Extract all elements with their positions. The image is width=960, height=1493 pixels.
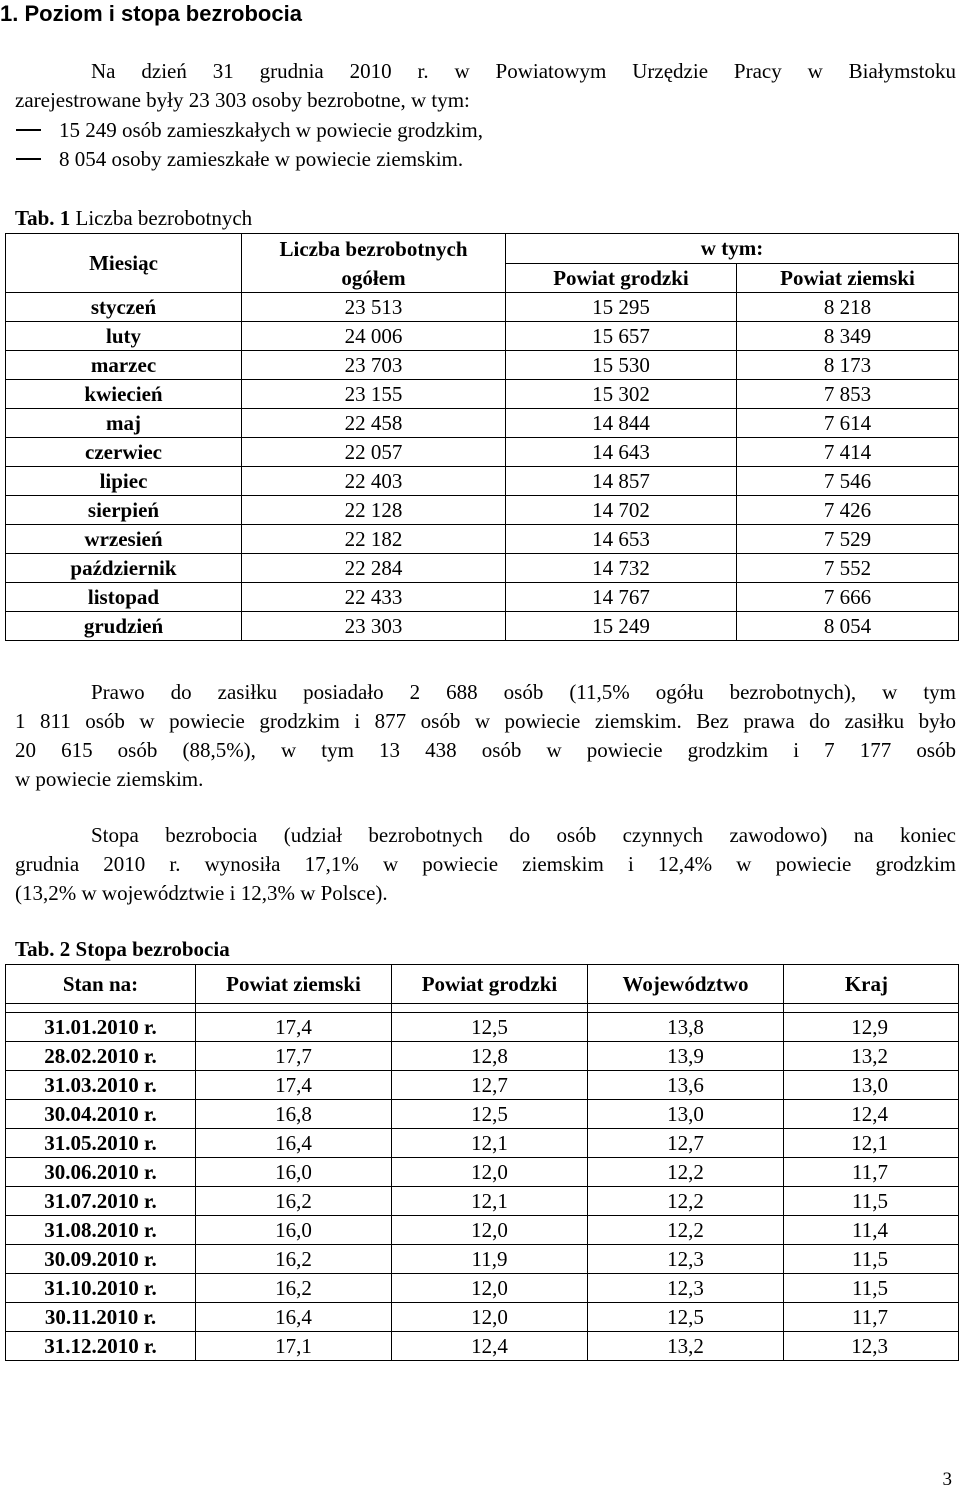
table-row	[6, 1245, 959, 1274]
rate-cell: 13,2	[784, 1042, 959, 1071]
rate-cell: 13,2	[588, 1332, 784, 1361]
table1-caption-title: Liczba bezrobotnych	[75, 206, 253, 230]
table-row	[6, 1071, 959, 1100]
table-row	[6, 583, 959, 612]
list-item-text: 8 054 osoby zamieszkałe w powiecie ziemskim.	[59, 147, 464, 171]
rate-cell: 13,8	[588, 1013, 784, 1042]
rate-cell: 12,0	[392, 1274, 588, 1303]
date-cell: 31.07.2010 r.	[6, 1187, 196, 1216]
rate-cell: 12,9	[784, 1013, 959, 1042]
rate-cell: 16,2	[196, 1274, 392, 1303]
date-cell: 30.11.2010 r.	[6, 1303, 196, 1332]
paragraph-line: w powiecie ziemskim.	[15, 767, 204, 791]
rate-cell: 16,4	[196, 1303, 392, 1332]
date-cell: 30.04.2010 r.	[6, 1100, 196, 1129]
date-cell: 31.10.2010 r.	[6, 1274, 196, 1303]
page-number: 3	[942, 1469, 952, 1490]
table-row	[6, 1158, 959, 1187]
month-cell: wrzesień	[6, 525, 242, 554]
value-cell: 15 530	[506, 351, 737, 380]
table-row	[6, 1187, 959, 1216]
value-cell: 23 513	[242, 293, 506, 322]
header-voivodeship: Województwo	[588, 965, 784, 1004]
rate-cell: 13,0	[588, 1100, 784, 1129]
header-total-line1: Liczba bezrobotnych	[242, 234, 506, 264]
month-cell: marzec	[6, 351, 242, 380]
table-row	[6, 409, 959, 438]
rate-cell: 12,2	[588, 1158, 784, 1187]
header-country: Kraj	[784, 965, 959, 1004]
value-cell: 7 546	[737, 467, 959, 496]
date-cell: 31.03.2010 r.	[6, 1071, 196, 1100]
header-city-county: Powiat grodzki	[506, 263, 737, 293]
value-cell: 7 614	[737, 409, 959, 438]
table-row	[6, 380, 959, 409]
dash-bullet-icon	[16, 129, 41, 131]
rate-cell: 13,0	[784, 1071, 959, 1100]
rate-cell: 11,7	[784, 1158, 959, 1187]
month-cell: listopad	[6, 583, 242, 612]
month-cell: czerwiec	[6, 438, 242, 467]
header-rural-county: Powiat ziemski	[196, 965, 392, 1004]
table-row	[6, 554, 959, 583]
date-cell: 30.06.2010 r.	[6, 1158, 196, 1187]
value-cell: 22 057	[242, 438, 506, 467]
table-row	[6, 351, 959, 380]
value-cell: 8 349	[737, 322, 959, 351]
section-heading: 1. Poziom i stopa bezrobocia	[0, 1, 302, 26]
table-row	[6, 1129, 959, 1158]
paragraph-line: Prawo do zasiłku posiadało 2 688 osób (11,5% ogółu bezrobotnych), w tym	[91, 680, 956, 704]
paragraph-line: grudnia 2010 r. wynosiła 17,1% w powiecie ziemskim i 12,4% w powiecie grodzkim	[15, 852, 956, 876]
month-cell: lipiec	[6, 467, 242, 496]
month-cell: luty	[6, 322, 242, 351]
value-cell: 22 284	[242, 554, 506, 583]
table-row	[6, 1013, 959, 1042]
header-date: Stan na:	[6, 965, 196, 1004]
value-cell: 7 552	[737, 554, 959, 583]
value-cell: 22 182	[242, 525, 506, 554]
value-cell: 14 643	[506, 438, 737, 467]
list-item	[15, 145, 956, 174]
paragraph-line: 20 615 osób (88,5%), w tym 13 438 osób w powiecie grodzkim i 7 177 osób	[15, 738, 956, 762]
value-cell: 23 155	[242, 380, 506, 409]
rate-cell: 12,5	[392, 1013, 588, 1042]
table-row	[6, 1100, 959, 1129]
rate-paragraph	[15, 821, 956, 908]
rate-cell: 11,9	[392, 1245, 588, 1274]
rate-cell: 11,5	[784, 1274, 959, 1303]
table2-caption	[15, 935, 230, 964]
value-cell: 22 128	[242, 496, 506, 525]
rate-cell: 11,7	[784, 1303, 959, 1332]
list-item	[15, 116, 956, 145]
table2-caption-label: Tab. 2	[15, 937, 71, 961]
table-row	[6, 1042, 959, 1071]
unemployed-count-table	[5, 233, 959, 641]
table2-caption-title: Stopa bezrobocia	[75, 937, 230, 961]
table-row	[6, 1303, 959, 1332]
date-cell: 31.01.2010 r.	[6, 1013, 196, 1042]
rate-cell: 12,0	[392, 1303, 588, 1332]
value-cell: 8 218	[737, 293, 959, 322]
value-cell: 22 433	[242, 583, 506, 612]
table-row	[6, 1332, 959, 1361]
rate-cell: 12,2	[588, 1187, 784, 1216]
month-cell: grudzień	[6, 612, 242, 641]
value-cell: 14 653	[506, 525, 737, 554]
header-total-line2: ogółem	[242, 263, 506, 293]
paragraph-line: (13,2% w województwie i 12,3% w Polsce).	[15, 881, 388, 905]
rate-cell: 12,4	[784, 1100, 959, 1129]
value-cell: 14 732	[506, 554, 737, 583]
table-row	[6, 496, 959, 525]
value-cell: 8 173	[737, 351, 959, 380]
rate-cell: 12,0	[392, 1158, 588, 1187]
date-cell: 31.08.2010 r.	[6, 1216, 196, 1245]
month-cell: maj	[6, 409, 242, 438]
header-city-county: Powiat grodzki	[392, 965, 588, 1004]
date-cell: 30.09.2010 r.	[6, 1245, 196, 1274]
date-cell: 31.05.2010 r.	[6, 1129, 196, 1158]
rate-cell: 16,0	[196, 1216, 392, 1245]
rate-cell: 17,4	[196, 1071, 392, 1100]
value-cell: 7 529	[737, 525, 959, 554]
rate-cell: 17,4	[196, 1013, 392, 1042]
rate-cell: 12,2	[588, 1216, 784, 1245]
value-cell: 23 703	[242, 351, 506, 380]
value-cell: 7 666	[737, 583, 959, 612]
rate-cell: 16,2	[196, 1245, 392, 1274]
rate-cell: 12,0	[392, 1216, 588, 1245]
value-cell: 14 857	[506, 467, 737, 496]
table-row	[6, 1216, 959, 1245]
rate-cell: 12,5	[392, 1100, 588, 1129]
rate-cell: 17,7	[196, 1042, 392, 1071]
paragraph-line: 1 811 osób w powiecie grodzkim i 877 osób w powiecie ziemskim. Bez prawa do zasiłku było	[15, 709, 956, 733]
table-row	[6, 525, 959, 554]
table-row	[6, 322, 959, 351]
list-item-text: 15 249 osób zamieszkałych w powiecie grodzkim,	[59, 118, 483, 142]
month-cell: sierpień	[6, 496, 242, 525]
rate-cell: 16,2	[196, 1187, 392, 1216]
rate-cell: 12,1	[392, 1129, 588, 1158]
rate-cell: 16,8	[196, 1100, 392, 1129]
table-row	[6, 612, 959, 641]
table-row	[6, 467, 959, 496]
benefit-paragraph	[15, 678, 956, 794]
value-cell: 15 657	[506, 322, 737, 351]
rate-cell: 12,3	[588, 1274, 784, 1303]
intro-line: zarejestrowane były 23 303 osoby bezrobotne, w tym:	[15, 88, 470, 112]
intro-line: Na dzień 31 grudnia 2010 r. w Powiatowym Urzędzie Pracy w Białymstoku	[91, 59, 956, 83]
month-cell: październik	[6, 554, 242, 583]
value-cell: 23 303	[242, 612, 506, 641]
value-cell: 15 249	[506, 612, 737, 641]
rate-cell: 11,4	[784, 1216, 959, 1245]
dash-bullet-icon	[16, 158, 41, 160]
value-cell: 15 302	[506, 380, 737, 409]
rate-cell: 12,7	[588, 1129, 784, 1158]
unemployment-rate-table	[5, 964, 959, 1361]
rate-cell: 12,1	[784, 1129, 959, 1158]
intro-paragraph	[15, 57, 956, 115]
header-month: Miesiąc	[6, 234, 242, 293]
value-cell: 15 295	[506, 293, 737, 322]
table1-caption-label: Tab. 1	[15, 206, 71, 230]
month-cell: kwiecień	[6, 380, 242, 409]
rate-cell: 12,8	[392, 1042, 588, 1071]
rate-cell: 12,3	[784, 1332, 959, 1361]
table1-caption	[15, 204, 252, 233]
date-cell: 31.12.2010 r.	[6, 1332, 196, 1361]
date-cell: 28.02.2010 r.	[6, 1042, 196, 1071]
rate-cell: 12,1	[392, 1187, 588, 1216]
value-cell: 7 426	[737, 496, 959, 525]
intro-bullet-list	[15, 116, 956, 174]
month-cell: styczeń	[6, 293, 242, 322]
value-cell: 14 702	[506, 496, 737, 525]
value-cell: 8 054	[737, 612, 959, 641]
rate-cell: 11,5	[784, 1187, 959, 1216]
rate-cell: 16,4	[196, 1129, 392, 1158]
rate-cell: 13,6	[588, 1071, 784, 1100]
header-of-which: w tym:	[506, 234, 959, 264]
table-row	[6, 293, 959, 322]
rate-cell: 12,7	[392, 1071, 588, 1100]
value-cell: 24 006	[242, 322, 506, 351]
value-cell: 14 844	[506, 409, 737, 438]
rate-cell: 11,5	[784, 1245, 959, 1274]
paragraph-line: Stopa bezrobocia (udział bezrobotnych do osób czynnych zawodowo) na koniec	[91, 823, 956, 847]
value-cell: 14 767	[506, 583, 737, 612]
value-cell: 22 403	[242, 467, 506, 496]
rate-cell: 17,1	[196, 1332, 392, 1361]
rate-cell: 12,3	[588, 1245, 784, 1274]
rate-cell: 13,9	[588, 1042, 784, 1071]
value-cell: 7 414	[737, 438, 959, 467]
header-rural-county: Powiat ziemski	[737, 263, 959, 293]
rate-cell: 12,5	[588, 1303, 784, 1332]
value-cell: 22 458	[242, 409, 506, 438]
table-row	[6, 438, 959, 467]
rate-cell: 12,4	[392, 1332, 588, 1361]
rate-cell: 16,0	[196, 1158, 392, 1187]
value-cell: 7 853	[737, 380, 959, 409]
table-row	[6, 1274, 959, 1303]
